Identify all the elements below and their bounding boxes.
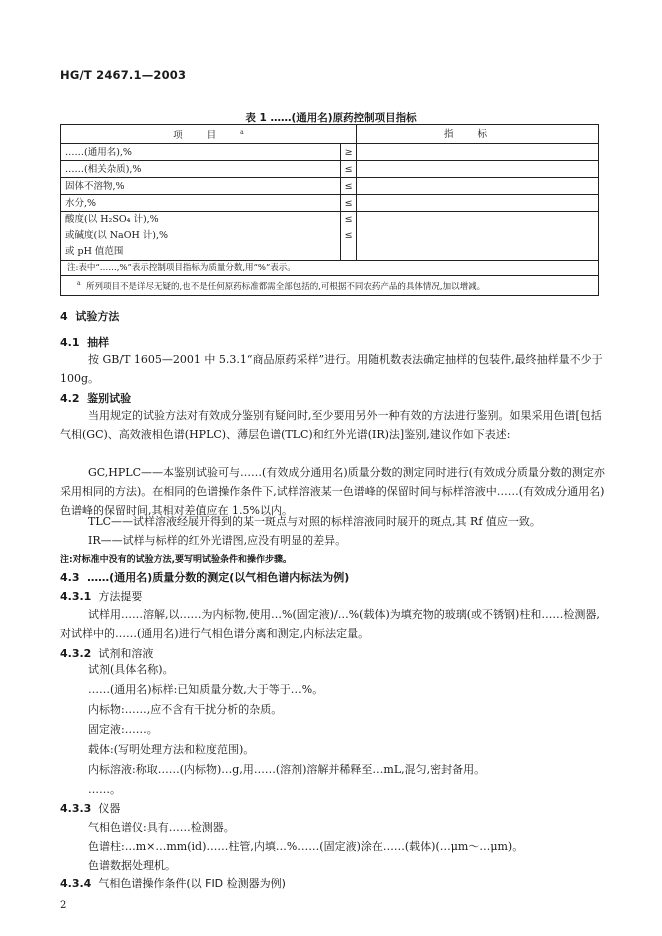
section-4-3-heading: 4.3 ……(通用名)质量分数的测定(以气相色谱内标法为例) bbox=[60, 571, 350, 584]
section-4-2-para-tlc: TLC——试样溶液经展开得到的某一斑点与对照的标样溶液同时展开的斑点,其 Rf 值应一致。 bbox=[88, 515, 541, 528]
reagent-line: 内标溶液:称取……(内标物)…g,用……(溶剂)溶解并稀释至…mL,混匀,密封备用。 bbox=[88, 763, 486, 776]
section-4-2-heading: 4.2 鉴别试验 bbox=[60, 392, 132, 405]
reagent-line: ……。 bbox=[88, 783, 121, 796]
table-header-row bbox=[61, 125, 599, 144]
instrument-line: 色谱柱:…m×…mm(id)……柱管,内填…%……(固定液)涂在……(载体)(…μm～…μm)。 bbox=[88, 840, 524, 853]
table-row bbox=[61, 161, 599, 178]
row-symbol: ≤ bbox=[341, 195, 357, 212]
ph-item: 或 pH 值范围 bbox=[65, 246, 124, 258]
instrument-line: 色谱数据处理机。 bbox=[88, 859, 176, 872]
row-symbol: ≤ bbox=[341, 178, 357, 195]
table-row bbox=[61, 195, 599, 212]
section-4-2-para-gc: GC,HPLC——本鉴别试验可与……(有效成分通用名)质量分数的测定同时进行(有效成分质量分数的测定亦采用相同的方法)。在相同的色谱操作条件下,试样溶液某一色谱峰的保留时间与标样溶液中……(有效成分通用名)色谱峰的保留时间,其相对差值应在 1.5%以内。 bbox=[60, 466, 605, 517]
row-symbol: ≥ bbox=[341, 144, 357, 161]
row-value bbox=[356, 178, 598, 195]
standard-number: HG/T 2467.1—2003 bbox=[60, 68, 187, 82]
table-footnote: $^a$ 所列项目不是详尽无疑的,也不是任何原药标准都需全部包括的,可根据不同农药产品的具体情况,加以增减。 bbox=[61, 276, 599, 296]
section-4-1-body: 按 GB/T 1605—2001 中 5.3.1“商品原药采样”进行。用随机数表法确定抽样的包装件,最终抽样量不少于 100g。 bbox=[60, 353, 603, 385]
section-4-3-2-heading: 4.3.2 试剂和溶液 bbox=[60, 647, 154, 660]
row-item: ……(通用名),% bbox=[61, 144, 341, 161]
instrument-line: 气相色谱仪:具有……检测器。 bbox=[88, 821, 235, 834]
reagent-line: ……(通用名)标样:已知质量分数,大于等于…%。 bbox=[88, 683, 324, 696]
section-4-2-para-ir: IR——试样与标样的红外光谱图,应没有明显的差异。 bbox=[88, 534, 347, 547]
row-item bbox=[61, 212, 341, 261]
section-4-2-para-1: 当用规定的试验方法对有效成分鉴别有疑问时,至少要用另外一种有效的方法进行鉴别。如果采用色谱[包括气相(GC)、高效液相色谱(HPLC)、薄层色谱(TLC)和红外光谱(IR)法]鉴别,建议作如下表述: bbox=[60, 409, 602, 441]
section-4-3-1-body: 试样用……溶解,以……为内标物,使用…%(固定液)/…%(载体)为填充物的玻璃(或不锈钢)柱和……检测器,对试样中的……(通用名)进行气相色谱分离和测定,内标法定量。 bbox=[60, 608, 600, 640]
table-caption: 表 1 ……(通用名)原药控制项目指标 bbox=[245, 112, 417, 124]
table-row-acidity bbox=[61, 212, 599, 261]
table-note: 注:表中“……,%”表示控制项目指标为质量分数,用“%”表示。 bbox=[61, 261, 599, 276]
alkalinity-item: 或碱度(以 NaOH 计),% bbox=[65, 230, 169, 242]
table-note-row bbox=[61, 261, 599, 276]
alkalinity-symbol: ≤ bbox=[344, 230, 353, 242]
reagent-line: 载体:(写明处理方法和粒度范围)。 bbox=[88, 743, 255, 756]
col-header-value: 指标 bbox=[356, 125, 598, 144]
acidity-item: 酸度(以 H₂SO₄ 计),% bbox=[65, 214, 159, 226]
row-value bbox=[356, 195, 598, 212]
row-value bbox=[356, 144, 598, 161]
row-value bbox=[356, 212, 598, 261]
section-4-3-3-heading: 4.3.3 仪器 bbox=[60, 802, 121, 815]
spec-table bbox=[60, 124, 599, 296]
row-item: ……(相关杂质),% bbox=[61, 161, 341, 178]
section-4-heading: 4 试验方法 bbox=[60, 310, 120, 323]
section-4-3-1-heading: 4.3.1 方法提要 bbox=[60, 590, 143, 603]
section-4-2-note: 注:对标准中没有的试验方法,要写明试验条件和操作步骤。 bbox=[60, 555, 293, 565]
page-number: 2 bbox=[60, 900, 67, 911]
table-row bbox=[61, 144, 599, 161]
row-value bbox=[356, 161, 598, 178]
section-4-1-heading: 4.1 抽样 bbox=[60, 336, 110, 349]
acidity-symbol: ≤ bbox=[344, 214, 353, 226]
table-footnote-row bbox=[61, 276, 599, 296]
row-item: 水分,% bbox=[61, 195, 341, 212]
reagent-line: 固定液:……。 bbox=[88, 723, 158, 736]
row-symbol bbox=[341, 212, 357, 261]
reagent-line: 内标物:……,应不含有干扰分析的杂质。 bbox=[88, 703, 283, 716]
section-4-3-4-heading: 4.3.4 气相色谱操作条件(以 FID 检测器为例) bbox=[60, 877, 286, 890]
col-header-item: 项目$^a$ bbox=[61, 125, 357, 144]
table-row bbox=[61, 178, 599, 195]
row-item: 固体不溶物,% bbox=[61, 178, 341, 195]
row-symbol: ≤ bbox=[341, 161, 357, 178]
reagent-line: 试剂(具体名称)。 bbox=[88, 663, 174, 676]
